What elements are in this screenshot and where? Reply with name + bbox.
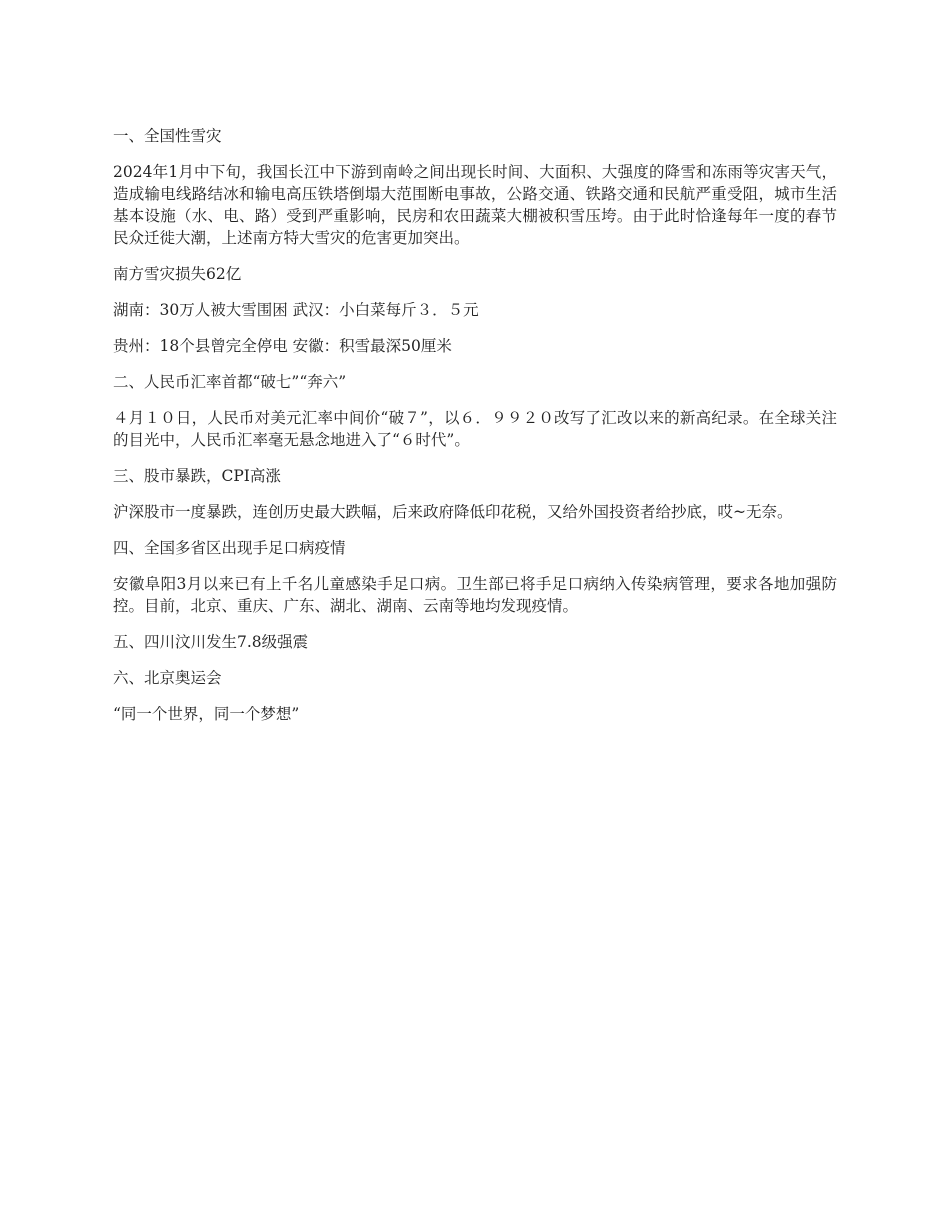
heading-rmb-rate: 二、人民币汇率首都“破七”“奔六”	[113, 373, 347, 391]
paragraph-snow-disaster: 2024年1月中下旬，我国长江中下游到南岭之间出现长时间、大面积、大强度的降雪和冻雨等灾害天气，造成输电线路结冰和输电高压铁塔倒塌大范围断电事故，公路交通、铁路交通和民航严重受阻，城市生活基本设施（水、电、路）受到严重影响，民房和农田蔬菜大棚被积雪压垮。由于此时恰逢每年一度的春节民众迁徙大潮，上述南方特大雪灾的危害更加突出。	[113, 163, 837, 247]
heading-earthquake: 五、四川汶川发生7.8级强震	[113, 633, 309, 651]
olympics-slogan: “同一个世界，同一个梦想”	[113, 705, 300, 723]
heading-stock-market: 三、股市暴跌，CPI高涨	[113, 467, 281, 485]
line-snow-loss: 南方雪灾损失62亿	[113, 265, 242, 283]
heading-olympics: 六、北京奥运会	[113, 669, 222, 687]
heading-snow-disaster: 一、全国性雪灾	[113, 127, 222, 145]
document-body	[113, 125, 837, 739]
heading-hfmd: 四、全国多省区出现手足口病疫情	[113, 539, 346, 557]
paragraph-rmb-rate: ４月１０日，人民币对美元汇率中间价“破７”，以６．９９２０改写了汇改以来的新高纪录。在全球关注的目光中，人民币汇率毫无悬念地进入了“６时代”。	[113, 409, 837, 449]
line-guizhou-anhui: 贵州：18个县曾完全停电 安徽：积雪最深50厘米	[113, 337, 452, 355]
paragraph-stock-market: 沪深股市一度暴跌，连创历史最大跌幅，后来政府降低印花税，又给外国投资者给抄底，哎~无奈。	[113, 503, 793, 521]
paragraph-hfmd: 安徽阜阳3月以来已有上千名儿童感染手足口病。卫生部已将手足口病纳入传染病管理，要求各地加强防控。目前，北京、重庆、广东、湖北、湖南、云南等地均发现疫情。	[113, 575, 837, 615]
line-hunan-wuhan: 湖南：30万人被大雪围困 武汉：小白菜每斤３．５元	[113, 301, 479, 319]
